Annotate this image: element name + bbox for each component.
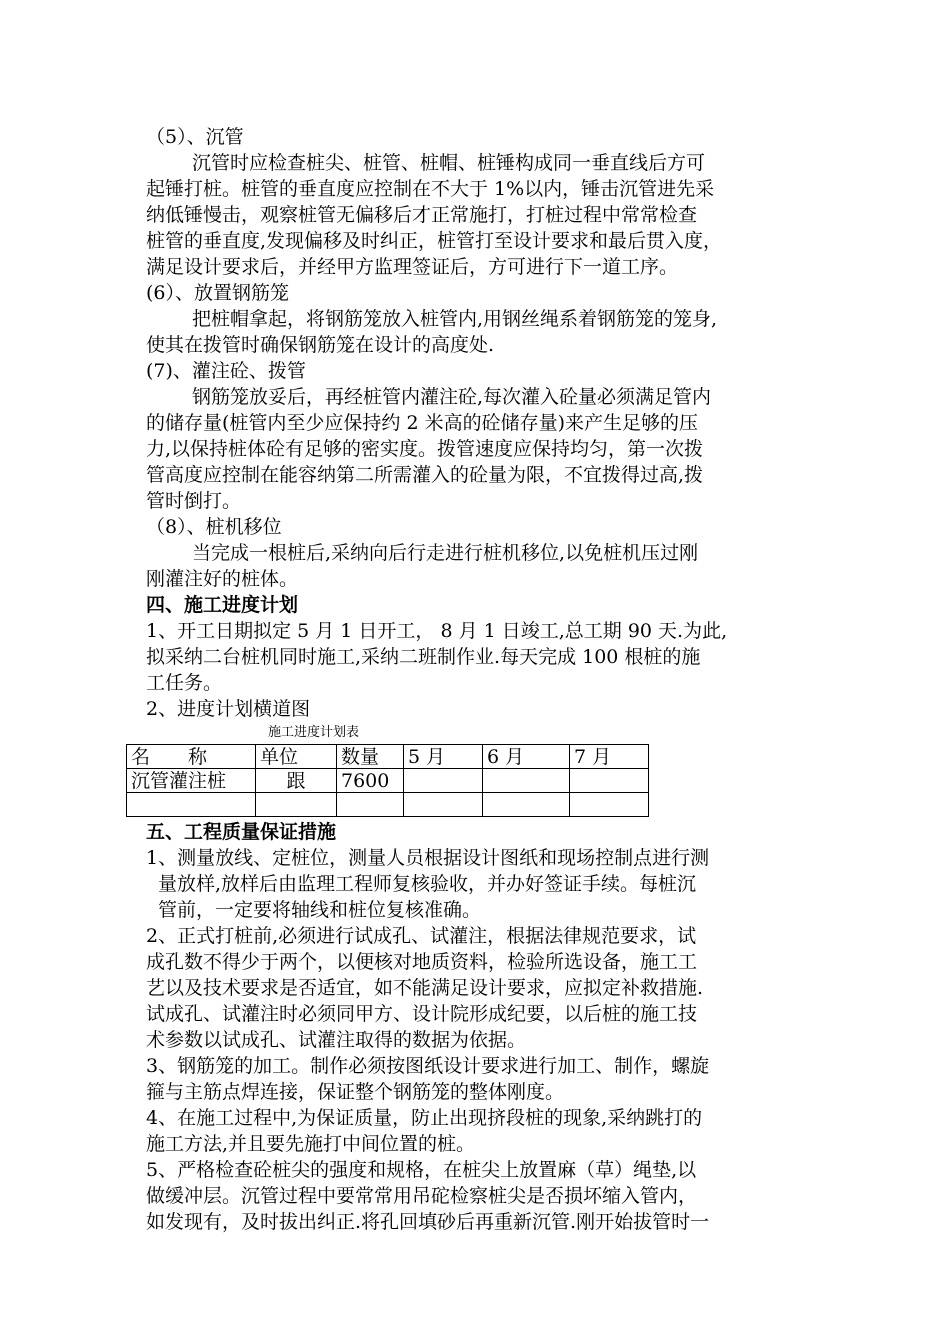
paragraph-line: 如发现有，及时拔出纠正.将孔回填砂后再重新沉管.刚开始拔管时一: [146, 1211, 710, 1233]
list-item: 5、严格检查砼桩尖的强度和规格，在桩尖上放置麻（草）绳垫,以: [146, 1159, 697, 1181]
table-cell: 沉管灌注桩: [127, 769, 256, 793]
paragraph-line: 钢筋笼放妥后，再经桩管内灌注砼,每次灌入砼量必须满足管内: [192, 386, 712, 408]
paragraph-line: 成孔数不得少于两个，以便核对地质资料，检验所选设备，施工工: [146, 951, 698, 973]
paragraph-line: 刚灌注好的桩体。: [146, 568, 299, 590]
list-item: 1、测量放线、定桩位，测量人员根据设计图纸和现场控制点进行测: [146, 847, 710, 869]
table-header-cell: 单位: [256, 745, 337, 769]
document-page: [131, 124, 826, 1235]
table-row: [127, 769, 649, 793]
paragraph-line: 使其在拨管时确保钢筋笼在设计的高度处.: [146, 334, 495, 356]
table-cell: [256, 793, 337, 817]
table-header-cell: 数量: [337, 745, 404, 769]
paragraph-line: 试成孔、试灌注时必须同甲方、设计院形成纪要，以后桩的施工技: [146, 1003, 698, 1025]
table-cell: [337, 793, 404, 817]
list-item: 4、在施工过程中,为保证质量，防止出现挤段桩的现象,采纳跳打的: [146, 1107, 703, 1129]
paragraph-line: 1、开工日期拟定 5 月 1 日开工， 8 月 1 日竣工,总工期 90 天.为此,: [146, 620, 728, 642]
paragraph-line: 沉管时应检查桩尖、桩管、桩帽、桩锤构成同一垂直线后方可: [192, 152, 706, 174]
table-header-row: [127, 745, 649, 769]
table-cell: [483, 793, 570, 817]
list-item: 2、正式打桩前,必须进行试成孔、试灌注，根据法律规范要求，试: [146, 925, 697, 947]
paragraph-line: 管前，一定要将轴线和桩位复核准确。: [158, 899, 482, 921]
table-header-cell: 6 月: [483, 745, 570, 769]
table-cell: [570, 793, 649, 817]
paragraph-line: 2、进度计划横道图: [146, 698, 311, 720]
paragraph-line: 当完成一根桩后,采纳向后行走进行桩机移位,以免桩机压过刚: [192, 542, 699, 564]
section-7-title: (7)、灌注砼、拨管: [146, 360, 306, 382]
list-item: 3、钢筋笼的加工。制作必须按图纸设计要求进行加工、制作，螺旋: [146, 1055, 710, 1077]
table-header-cell: 7 月: [570, 745, 649, 769]
table-cell: [127, 793, 256, 817]
paragraph-line: 的储存量(桩管内至少应保持约 2 米高的砼储存量)来产生足够的压: [146, 412, 698, 434]
paragraph-line: 满足设计要求后，并经甲方监理签证后，方可进行下一道工序。: [146, 256, 679, 278]
gantt-bar-cell: [483, 769, 570, 793]
schedule-table: [126, 744, 649, 817]
table-header-cell: 5 月: [404, 745, 483, 769]
section-6-title: (6）、放置钢筋笼: [146, 282, 290, 304]
paragraph-line: 做缓冲层。沉管过程中要常常用吊砣检察桩尖是否损坏缩入管内，: [146, 1185, 698, 1207]
paragraph-line: 拟采纳二台桩机同时施工,采纳二班制作业.每天完成 100 根桩的施: [146, 646, 701, 668]
paragraph-line: 箍与主筋点焊连接，保证整个钢筋笼的整体刚度。: [146, 1081, 565, 1103]
table-cell: [404, 793, 483, 817]
table-caption: 施工进度计划表: [268, 725, 360, 740]
section-five-heading: 五、工程质量保证措施: [146, 821, 337, 843]
paragraph-line: 艺以及技术要求是否适宜，如不能满足设计要求，应拟定补救措施.: [146, 977, 704, 999]
paragraph-line: 桩管的垂直度,发现偏移及时纠正，桩管打至设计要求和最后贯入度，: [146, 230, 723, 252]
paragraph-line: 纳低锤慢击，观察桩管无偏移后才正常施打，打桩过程中常常检查: [146, 204, 698, 226]
paragraph-line: 工任务。: [146, 672, 223, 694]
table-row: [127, 793, 649, 817]
section-5-title: （5）、沉管: [146, 126, 244, 148]
table-header-cell: 名 称: [127, 745, 256, 769]
paragraph-line: 起锤打桩。桩管的垂直度应控制在不大于 1%以内，锤击沉管进先采: [146, 178, 715, 200]
paragraph-line: 量放样,放样后由监理工程师复核验收，并办好签证手续。每桩沉: [158, 873, 697, 895]
paragraph-line: 管高度应控制在能容纳第二所需灌入的砼量为限，不宜拨得过高,拨: [146, 464, 704, 486]
paragraph-line: 施工方法,并且要先施打中间位置的桩。: [146, 1133, 476, 1155]
table-cell: 7600: [337, 769, 404, 793]
section-8-title: （8）、桩机移位: [146, 516, 282, 538]
paragraph-line: 管时倒打。: [146, 490, 242, 512]
paragraph-line: 术参数以试成孔、试灌注取得的数据为依据。: [146, 1029, 527, 1051]
paragraph-line: 把桩帽拿起，将钢筋笼放入桩管内,用钢丝绳系着钢筋笼的笼身,: [192, 308, 718, 330]
paragraph-line: 力,以保持桩体砼有足够的密实度。拨管速度应保持均匀，第一次拨: [146, 438, 704, 460]
gantt-bar-cell: [404, 769, 483, 793]
gantt-bar-cell: [570, 769, 649, 793]
table-cell: 跟: [256, 769, 337, 793]
section-four-heading: 四、施工进度计划: [146, 594, 299, 616]
